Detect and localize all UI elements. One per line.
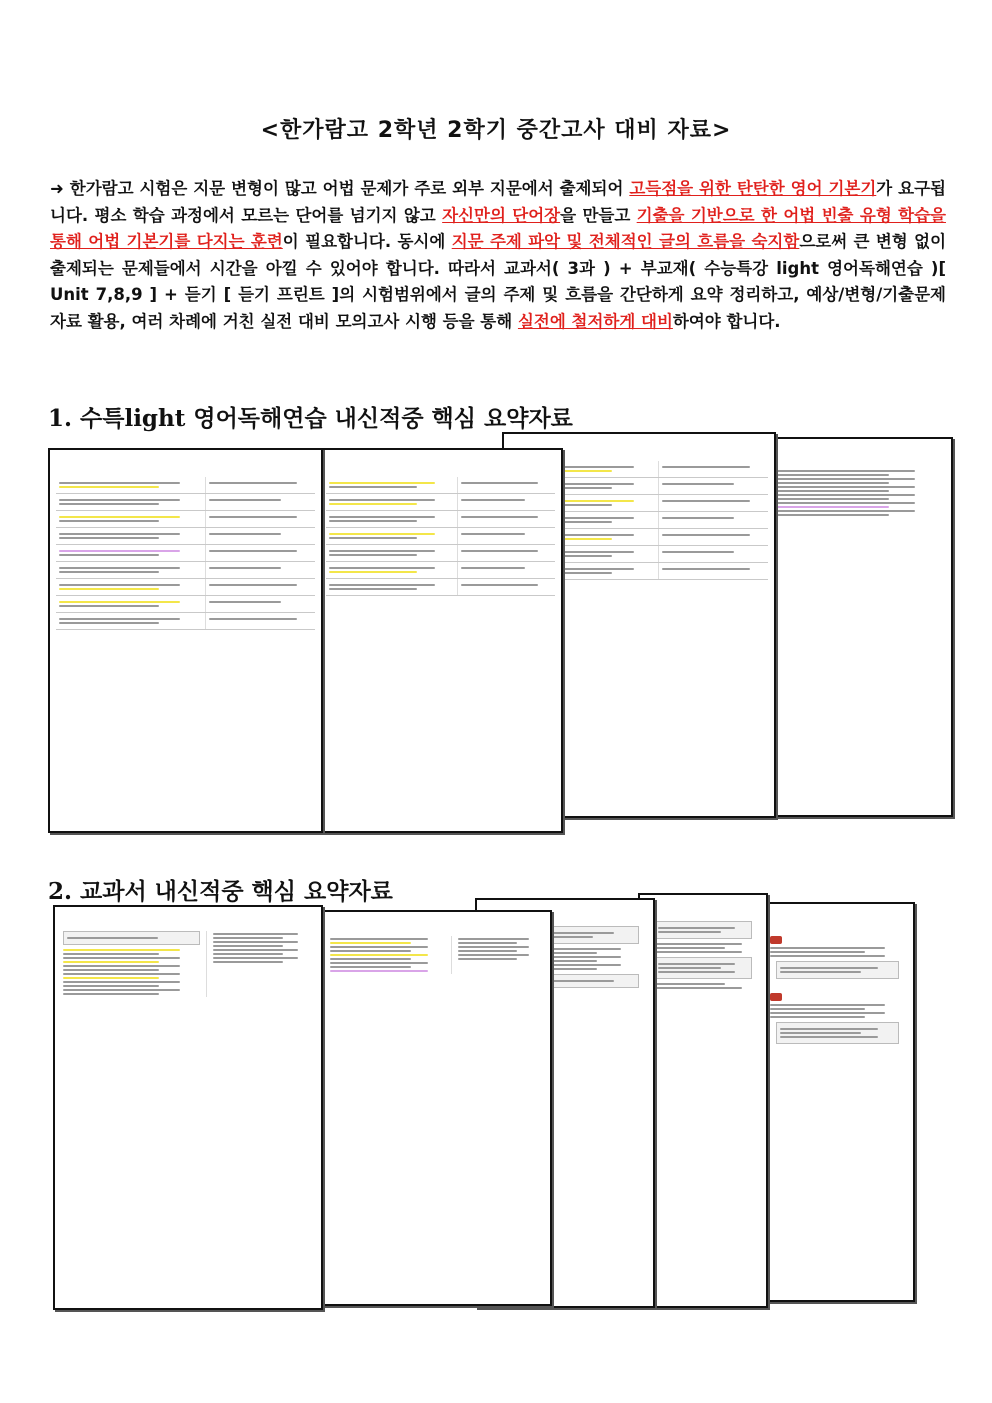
textbook-page-thumbnail xyxy=(638,893,768,1308)
intro-text: ➜ 한가람고 시험은 지문 변형이 많고 어법 문제가 주로 외부 지문에서 출제되어 xyxy=(50,179,630,198)
intro-highlight: 자신만의 단어장 xyxy=(442,205,561,225)
workbook-page-thumbnail xyxy=(318,448,563,833)
workbook-page-thumbnail xyxy=(755,437,953,817)
intro-highlight: 기출을 기반으로 한 어법 빈출 유형 학습을 통해 어법 기본기를 다지는 훈련 xyxy=(50,205,946,251)
workbook-page-thumbnail xyxy=(502,432,776,818)
intro-text: 이 필요합니다. 동시에 xyxy=(282,232,452,251)
textbook-page-thumbnail xyxy=(320,910,552,1306)
textbook-page-thumbnail xyxy=(53,905,323,1310)
textbook-page-thumbnail xyxy=(475,898,655,1308)
intro-paragraph xyxy=(50,176,946,335)
workbook-page-thumbnail xyxy=(48,448,323,833)
section-heading-1: 1. 수특light 영어독해연습 내신적중 핵심 요약자료 xyxy=(48,405,573,432)
section-heading-2: 2. 교과서 내신적중 핵심 요약자료 xyxy=(48,878,393,905)
intro-highlight: 실전에 철저하게 대비 xyxy=(517,311,673,331)
page-title: <한가람고 2학년 2학기 중간고사 대비 자료> xyxy=(260,118,732,143)
intro-highlight: 고득점을 위한 탄탄한 영어 기본기 xyxy=(629,179,877,198)
textbook-page-thumbnail xyxy=(760,902,915,1302)
intro-text: 을 만들고 xyxy=(560,205,637,225)
intro-text: 가 요구됩니다. 평소 학습 과정에서 모르는 단어를 넘기지 않고 xyxy=(50,179,946,225)
intro-text: 하여야 합니다. xyxy=(672,311,781,331)
intro-text: 으로써 큰 변형 없이 출제되는 문제들에서 시간을 아낄 수 있어야 합니다. 따라서 교과서( 3과 ) + 부교재( 수능특강 light 영어독해연습 )[ Unit 7,8,9 ] + 듣기 [ 듣기 프린트 ]의 시험범위에서 글의 주제 및 흐름을 간단하게 요약 정리하고, 예상/변형/기출문제 자료 활용, 여러 차례에 거친 실전 대비 모의고사 시행 등을 통해 xyxy=(50,232,947,331)
intro-highlight: 지문 주제 파악 및 전체적인 글의 흐름을 숙지함 xyxy=(451,232,800,251)
